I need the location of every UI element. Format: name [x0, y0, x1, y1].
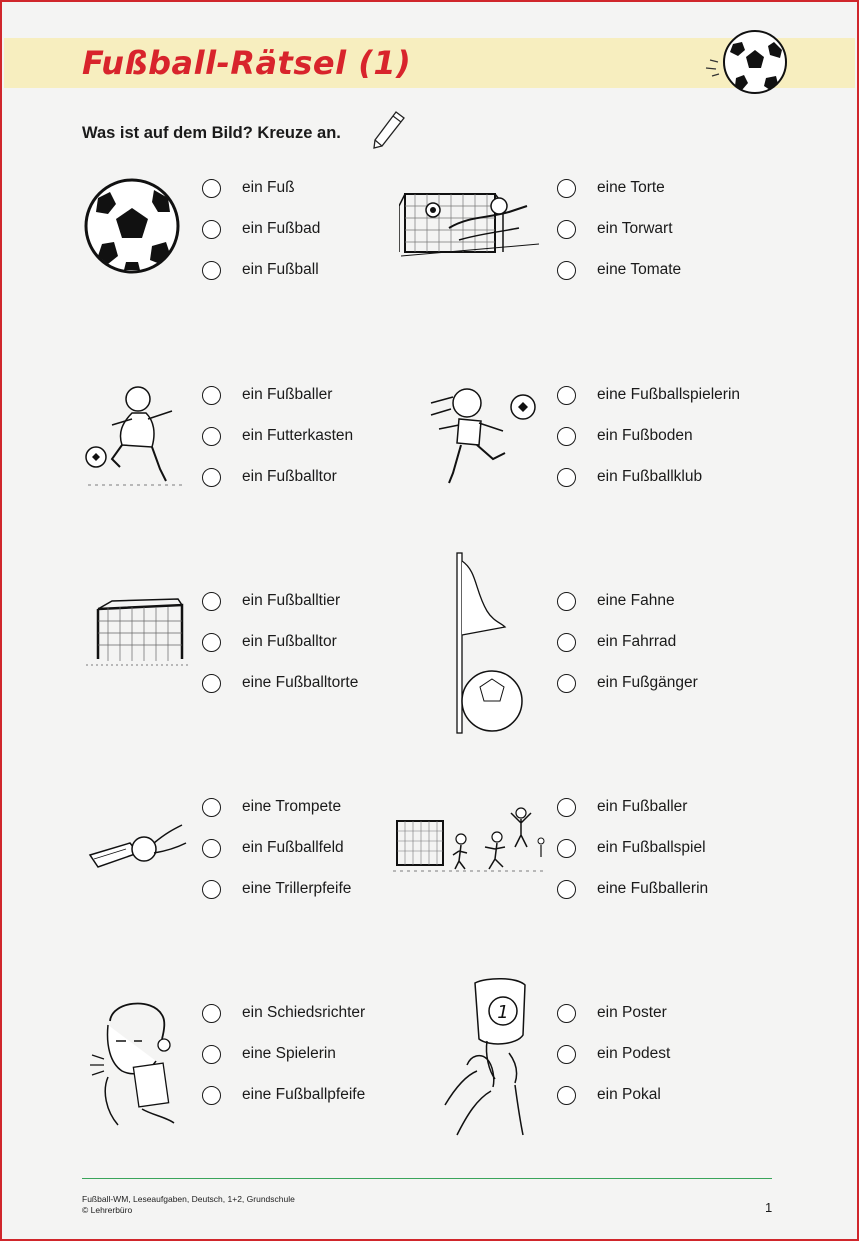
checkbox[interactable] — [202, 798, 221, 817]
task-8 — [437, 797, 787, 937]
task-2 — [437, 178, 787, 318]
page-title: Fußball-Rätsel (1) — [82, 44, 412, 82]
option-label: ein Fußballklub — [597, 468, 703, 485]
checkbox[interactable] — [557, 674, 576, 693]
task-1 — [82, 178, 432, 318]
option-label: eine Fußballspielerin — [597, 386, 741, 403]
option-label: ein Podest — [597, 1045, 671, 1062]
option-label: ein Fußballtor — [242, 468, 337, 485]
header-soccer-ball-icon — [700, 20, 795, 105]
option-label: eine Fußballtorte — [242, 674, 359, 691]
checkbox[interactable] — [202, 1045, 221, 1064]
checkbox[interactable] — [202, 674, 221, 693]
checkbox[interactable] — [202, 427, 221, 446]
goalkeeper-icon — [399, 166, 547, 306]
checkbox[interactable] — [557, 1004, 576, 1023]
option-label: ein Poster — [597, 1004, 667, 1021]
instruction-text: Was ist auf dem Bild? Kreuze an. — [82, 124, 341, 142]
kicking-player-icon — [82, 373, 192, 513]
goal-icon — [82, 579, 192, 719]
option-label: eine Tomate — [597, 261, 682, 278]
checkbox[interactable] — [557, 1045, 576, 1064]
checkbox[interactable] — [202, 179, 221, 198]
option-label: eine Fußballpfeife — [242, 1086, 366, 1103]
option-label: ein Fußball — [242, 261, 319, 278]
whistle-icon — [82, 785, 192, 925]
task-7 — [82, 797, 432, 937]
footer-credits — [82, 1194, 295, 1216]
task-4 — [437, 385, 787, 525]
checkbox[interactable] — [557, 633, 576, 652]
checkbox[interactable] — [202, 261, 221, 280]
checkbox[interactable] — [557, 880, 576, 899]
option-label: ein Fußgänger — [597, 674, 698, 691]
checkbox[interactable] — [202, 633, 221, 652]
referee-icon — [82, 991, 192, 1131]
option-label: eine Fußballerin — [597, 880, 709, 897]
page-number: 1 — [765, 1200, 773, 1215]
option-label: eine Trompete — [242, 798, 342, 815]
checkbox[interactable] — [202, 880, 221, 899]
option-label: eine Torte — [597, 179, 665, 196]
footer-source: Fußball-WM, Leseaufgaben, Deutsch, 1+2, Grundschule — [82, 1194, 295, 1204]
option-label: ein Fußbad — [242, 220, 321, 237]
option-label: eine Trillerpfeife — [242, 880, 352, 897]
option-label: eine Spielerin — [242, 1045, 336, 1062]
checkbox[interactable] — [202, 839, 221, 858]
option-label: ein Fußballer — [597, 798, 688, 815]
task-6 — [437, 591, 787, 731]
checkbox[interactable] — [202, 1086, 221, 1105]
football-match-icon — [391, 785, 547, 925]
checkbox[interactable] — [557, 427, 576, 446]
task-9 — [82, 1003, 432, 1143]
option-label: ein Fußboden — [597, 427, 693, 444]
checkbox[interactable] — [202, 220, 221, 239]
checkbox[interactable] — [557, 592, 576, 611]
soccer-ball-icon — [82, 166, 192, 306]
trophy-icon — [437, 975, 537, 1139]
checkbox[interactable] — [557, 1086, 576, 1105]
option-label: ein Fahrrad — [597, 633, 677, 650]
checkbox[interactable] — [557, 839, 576, 858]
checkbox[interactable] — [202, 1004, 221, 1023]
footer-divider — [82, 1178, 772, 1179]
option-label: ein Fußballer — [242, 386, 333, 403]
checkbox[interactable] — [202, 592, 221, 611]
svg-text:1: 1 — [497, 1002, 509, 1023]
option-label: ein Torwart — [597, 220, 673, 237]
option-label: ein Pokal — [597, 1086, 661, 1103]
option-label: ein Schiedsrichter — [242, 1004, 366, 1021]
footer-copyright: © Lehrerbüro — [82, 1205, 133, 1215]
option-label: ein Fußballfeld — [242, 839, 344, 856]
checkbox[interactable] — [557, 220, 576, 239]
checkbox[interactable] — [557, 386, 576, 405]
task-10 — [437, 1003, 787, 1143]
checkbox[interactable] — [557, 179, 576, 198]
corner-flag-icon — [447, 551, 547, 739]
task-3 — [82, 385, 432, 525]
checkbox[interactable] — [202, 386, 221, 405]
checkbox[interactable] — [557, 261, 576, 280]
option-label: ein Fußballtor — [242, 633, 337, 650]
option-label: ein Futterkasten — [242, 427, 354, 444]
checkbox[interactable] — [557, 798, 576, 817]
option-label: eine Fahne — [597, 592, 675, 609]
checkbox[interactable] — [202, 468, 221, 487]
checkbox[interactable] — [557, 468, 576, 487]
girl-player-icon — [423, 373, 547, 513]
pencil-icon — [368, 108, 408, 152]
option-label: ein Fuß — [242, 179, 295, 196]
option-label: ein Fußballspiel — [597, 839, 706, 856]
option-label: ein Fußballtier — [242, 592, 341, 609]
task-5 — [82, 591, 432, 731]
